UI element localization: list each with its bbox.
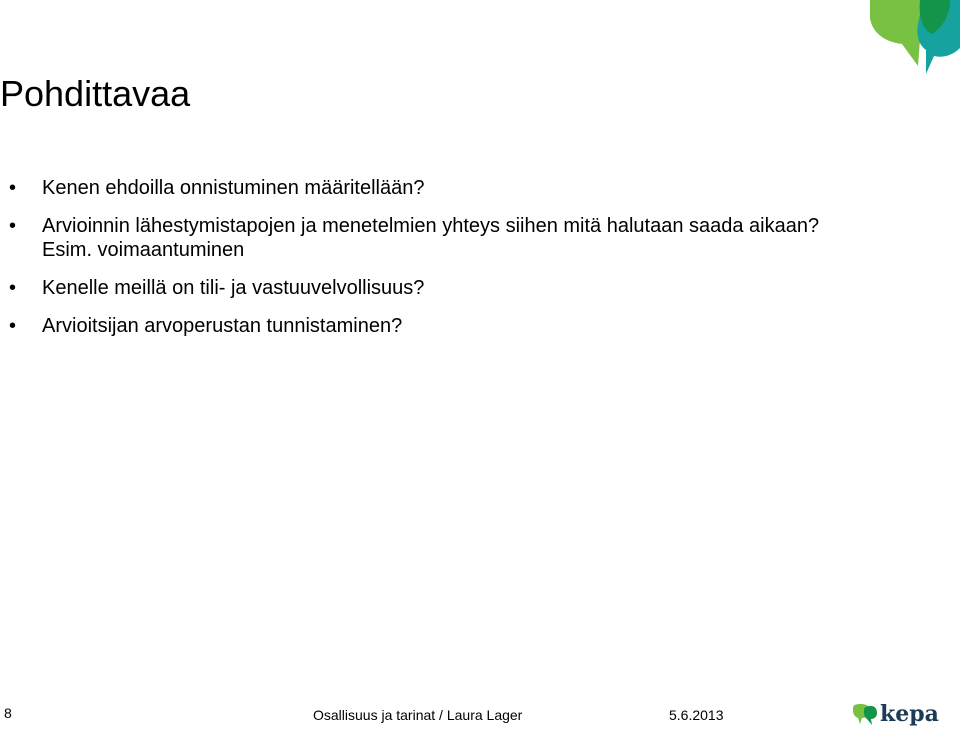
page-number: 8 — [4, 705, 12, 721]
kepa-logo — [852, 703, 939, 729]
slide-title: Pohdittavaa — [0, 73, 191, 114]
bullet-text: Arvioitsijan arvoperustan tunnistaminen? — [42, 315, 403, 337]
bullet-mark: • — [9, 277, 17, 299]
bullet-text: Kenen ehdoilla onnistuminen määritellään? — [42, 177, 425, 199]
logo-text: kepa — [880, 701, 939, 727]
speech-bubbles-logo-icon — [852, 704, 878, 728]
bullet-text: Arvioinnin lähestymistapojen ja menetelmien yhteys siihen mitä halutaan saada aikaan? — [42, 215, 820, 237]
bullet-mark: • — [9, 215, 17, 237]
bullet-item — [0, 176, 940, 200]
bullet-mark: • — [9, 315, 17, 337]
bullet-item — [0, 214, 940, 262]
footer-text: Osallisuus ja tarinat / Laura Lager — [313, 707, 523, 723]
footer-date: 5.6.2013 — [669, 707, 724, 723]
bullet-subtext: Esim. voimaantuminen — [42, 239, 245, 261]
bullet-mark: • — [9, 177, 17, 199]
bullet-item — [0, 314, 940, 338]
bullet-list — [0, 176, 940, 352]
bullet-text: Kenelle meillä on tili- ja vastuuvelvollisuus? — [42, 277, 425, 299]
speech-bubbles-icon — [862, 0, 960, 80]
bullet-item — [0, 276, 940, 300]
